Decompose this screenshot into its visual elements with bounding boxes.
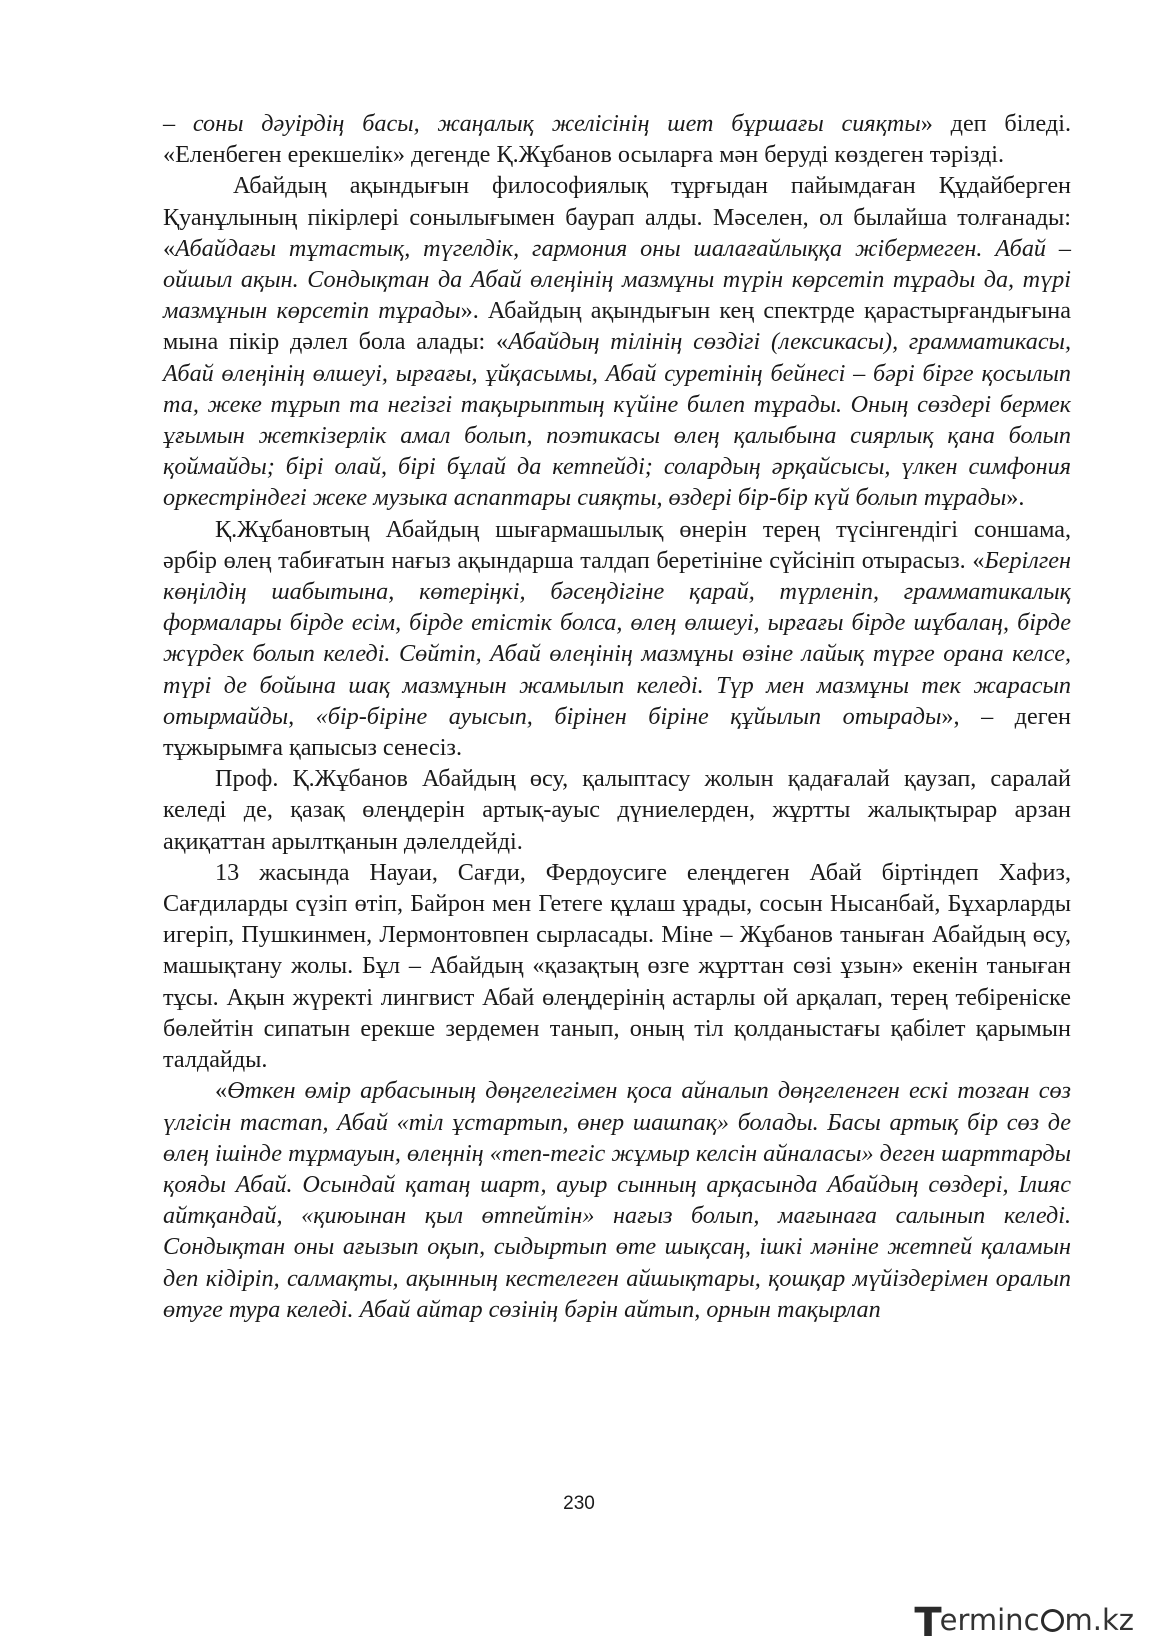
watermark-suffix: m.kz xyxy=(1064,1603,1134,1637)
text-run: ». Абайдың ақындығын кең спектрде қарастырғандығына мына пікір дәлел бола алады: « xyxy=(163,297,1071,356)
watermark-middle: erminc xyxy=(939,1603,1040,1637)
body-paragraph xyxy=(163,170,1071,513)
watermark-prefix: T xyxy=(914,1600,942,1646)
page-body xyxy=(163,108,1071,1325)
text-run: « xyxy=(215,1077,228,1105)
quoted-text-run: – соны дәуірдің басы, жаңалық желісінің шет бұршағы сияқты xyxy=(163,110,921,137)
text-run: ». xyxy=(1006,484,1025,512)
quoted-text-run: Берілген көңілдің шабытына, көтеріңкі, бәсеңдігіне қарай, түрленіп, грамматикалық формалары бірде есім, бірде етістік болса, өлең өлшеуі, ырғағы бірде шұбалаң, бірде жүрдек болып келеді. Сөйтіп, Абай өлеңінің мазмұны өзіне лайық түрге орана келсе, түрі де бойына шақ мазмұнын жамылып келеді. Түр мен мазмұны тек жарасып отырмайды, «бір-біріне ауысып, бірінен біріне құйылып отырады xyxy=(163,546,1071,730)
body-paragraph xyxy=(163,108,1071,170)
quoted-text-run: Абайдағы тұтастық, түгелдік, гармония оны шалағайлыққа жібермеген. Абай – ойшыл ақын. Сондықтан да Абай өлеңінің мазмұны түрін көрсетіп тұрады да, түрі мазмұнын көрсетіп тұрады xyxy=(163,234,1071,325)
termincom-watermark xyxy=(914,1594,1134,1646)
body-paragraph xyxy=(163,1075,1071,1325)
o-ring-icon xyxy=(1041,1609,1064,1632)
text-run: » деп біледі. «Еленбеген ерекшелік» дегенде Қ.Жұбанов осыларға мән беруді көздеген тәрізді. xyxy=(163,110,1071,169)
body-paragraph xyxy=(163,857,1071,1075)
text-run: Қ.Жұбановтың Абайдың шығармашылық өнерін терең түсінгендігі соншама, әрбір өлең табиғатын нағыз ақындарша талдап беретініне сүйсініп отырасыз. « xyxy=(163,515,1071,574)
quoted-text-run: Абайдың тілінің сөздігі (лексикасы), грамматикасы, Абай өлеңінің өлшеуі, ырғағы, ұйқасымы, Абай суретінің бейнесі – бәрі бірге қосылып та, жеке тұрып та негізгі тақырыптың күйіне билеп тұрады. Оның сөздері бермек ұғымын жеткізерлік амал болып, поэтикасы өлең қалыбына сиярлық қана болып қоймайды; бірі олай, бірі бұлай да кетпейді; солардың әрқайсысы, үлкен симфония оркестріндегі жеке музыка аспаптары сияқты, өздері бір-бір күй болып тұрады xyxy=(163,328,1071,512)
quoted-text-run: Өткен өмір арбасының дөңгелегімен қоса айналып дөңгеленген ескі тозған сөз үлгісін тастап, Абай «тіл ұстартып, өнер шашпақ» болады. Басы артық бір сөз де өлең ішінде тұрмауын, өлеңнің «теп-тегіс жұмыр келсін айналасы» деген шарттарды қояды Абай. Осындай қатаң шарт, ауыр сынның арқасында Абайдың сөздері, Ілияс айтқандай, «қиюынан қыл өтпейтін» нағыз болып, мағынаға салынып келеді. Сондықтан оны ағызып оқып, сыдыртып өте шықсаң, ішкі мәніне жетпей қаламын деп кідіріп, салмақты, ақынның кестелеген айшықтары, қошқар мүйіздерімен оралып өтуге тура келеді. Абай айтар сөзінің бәрін айтып, орнын тақырлап xyxy=(163,1077,1071,1323)
body-paragraph xyxy=(163,763,1071,857)
text-run: Абайдың ақындығын философиялық тұрғыдан пайымдаған Құдайберген Қуанұлының пікірлері сонылығымен баурап алды. Мәселен, ол былайша толғанады: « xyxy=(163,172,1071,262)
text-run: », – деген тұжырымға қапысыз сенесіз. xyxy=(163,702,1072,762)
text-run: 13 жасында Науаи, Сағди, Фердоусиге елеңдеген Абай біртіндеп Хафиз, Сағдиларды сүзіп өтіп, Байрон мен Гетеге құлаш ұрады, сосын Нысанбай, Бұхарларды игеріп, Пушкинмен, Лермонтовпен сырласады. Міне – Жұбанов таныған Абайдың өсу, машықтану жолы. Бұл – Абайдың «қазақтың өзге жұрттан сөзі ұзын» екенін таныған тұсы. Ақын жүректі лингвист Абай өлеңдерінің астарлы ой арқалап, терең тебіреніске бөлейтін сипатын ерекше зердемен танып, оның тіл қолданыстағы қабілет қарымын талдайды. xyxy=(163,858,1071,1074)
text-run: Проф. Қ.Жұбанов Абайдың өсу, қалыптасу жолын қадағалай қаузап, саралай келеді де, қазақ өлеңдерін артық-ауыс дүниелерден, жұртты жалықтырар арзан ақиқаттан арылтқанын дәлелдейді. xyxy=(163,765,1071,855)
body-paragraph xyxy=(163,514,1071,764)
page-number: 230 xyxy=(563,1493,595,1514)
